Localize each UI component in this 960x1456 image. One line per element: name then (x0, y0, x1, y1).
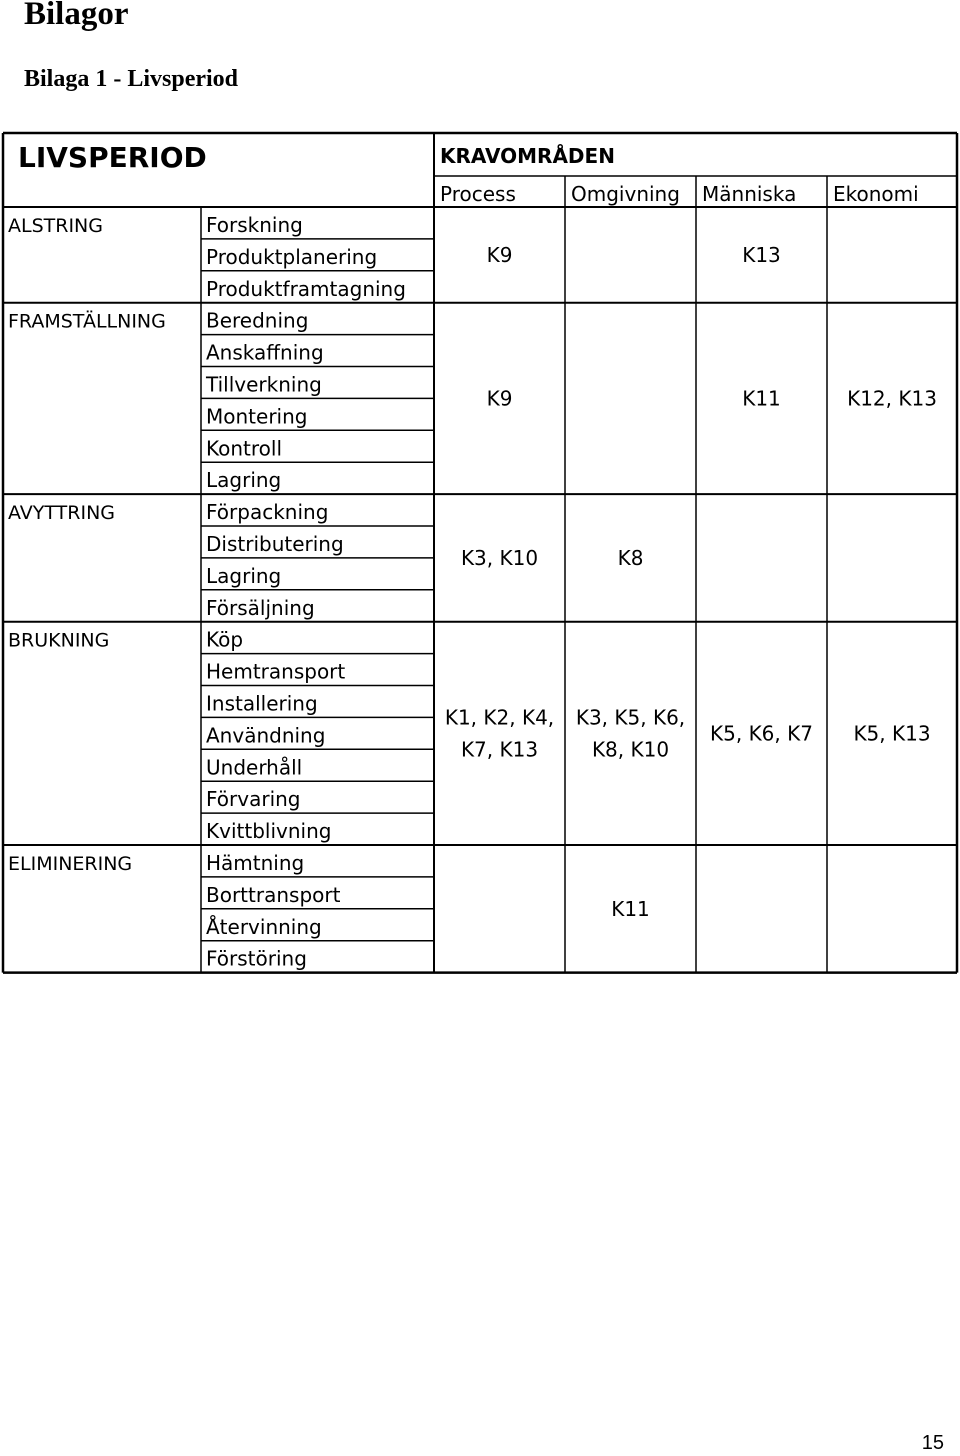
requirement-cell: K11 (611, 896, 650, 921)
requirement-cell: K5, K6, K7 (710, 721, 813, 746)
appendix-title: Bilaga 1 - Livsperiod (24, 66, 239, 92)
phase-label: AVYTTRING (8, 502, 116, 525)
activity-label: Försäljning (206, 595, 315, 620)
column-header: Omgivning (571, 182, 680, 206)
page-heading: Bilagor (24, 0, 129, 32)
requirement-cell: K8 (617, 545, 644, 570)
activity-label: Produktframtagning (206, 276, 406, 301)
activity-label: Produktplanering (206, 244, 378, 269)
phase-label: ALSTRING (8, 215, 103, 237)
requirement-cell: K3, K10 (460, 545, 539, 570)
requirement-cell: K5, K13 (853, 721, 931, 746)
requirement-cell: K12, K13 (847, 386, 937, 411)
activity-label: Borttransport (206, 882, 341, 907)
activity-label: Forskning (206, 213, 303, 237)
activity-label: Anskaffning (206, 340, 324, 365)
requirement-cell: K1, K2, K4, (444, 705, 555, 730)
activity-label: Distributering (206, 532, 344, 556)
activity-label: Montering (206, 404, 308, 429)
activity-label: Förpackning (206, 500, 329, 525)
activity-label: Underhåll (206, 755, 303, 780)
phase-label: FRAMSTÄLLNING (8, 310, 166, 333)
page-number: 15 (921, 1432, 944, 1454)
activity-label: Beredning (206, 308, 309, 333)
requirement-cell: K7, K13 (460, 737, 539, 762)
phase-label: BRUKNING (8, 629, 110, 652)
activity-label: Installering (206, 691, 318, 716)
requirement-cell: K3, K5, K6, (575, 705, 686, 730)
activity-label: Lagring (206, 563, 282, 588)
column-header: Process (440, 182, 516, 206)
activity-label: Hämtning (206, 851, 305, 875)
requirement-cell: K8, K10 (591, 737, 670, 762)
requirement-cell: K11 (742, 386, 781, 411)
activity-label: Kontroll (206, 436, 283, 461)
column-header: Ekonomi (833, 182, 919, 206)
activity-label: Lagring (206, 468, 282, 493)
activity-label: Kvittblivning (206, 819, 332, 844)
group-header: KRAVOMRÅDEN (440, 144, 615, 168)
table-title: LIVSPERIOD (18, 141, 207, 174)
requirement-cell: K9 (486, 386, 513, 411)
requirement-cell: K13 (742, 242, 781, 267)
activity-label: Förvaring (206, 787, 301, 812)
activity-label: Köp (206, 627, 244, 652)
column-header: Människa (702, 182, 797, 206)
activity-label: Hemtransport (206, 659, 346, 684)
phase-label: ELIMINERING (8, 853, 133, 875)
activity-label: Användning (206, 723, 326, 748)
activity-label: Tillverkning (206, 372, 322, 397)
requirement-cell: K9 (486, 242, 513, 267)
activity-label: Återvinning (206, 914, 322, 939)
activity-label: Förstöring (206, 946, 307, 971)
